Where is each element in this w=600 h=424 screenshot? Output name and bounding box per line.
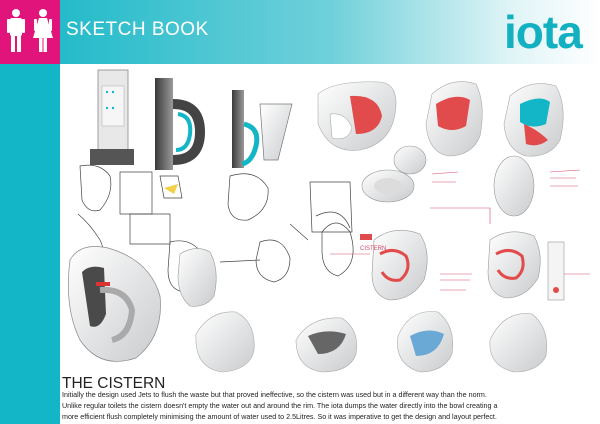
cistern-box-render (90, 70, 134, 165)
yellow-highlight (164, 184, 178, 194)
section-render-teal (504, 84, 563, 157)
bottom-render-4 (490, 314, 547, 372)
cistern-label: CISTERN (360, 246, 387, 252)
section-render-red-1 (318, 82, 396, 151)
large-cutaway-render (68, 247, 160, 362)
section-heading: THE CISTERN (62, 375, 166, 392)
bottom-render-3 (397, 312, 452, 373)
body-line: Initially the design used Jets to flush the waste but that proved ineffective, so the cistern was used but in a different way than the norm. (62, 391, 487, 399)
bottom-render-2 (296, 318, 357, 372)
trap-section-dark-2 (232, 90, 292, 168)
trap-section-dark-1 (155, 78, 200, 170)
small-side-render (178, 248, 216, 306)
female-figure-icon (0, 0, 60, 64)
section-render-red-2 (426, 82, 482, 156)
restroom-icon-box (0, 0, 60, 64)
section-body (62, 390, 598, 423)
brand-logo: iota (504, 6, 582, 58)
toilet-seat-render (362, 146, 426, 202)
sketch-collage (60, 64, 600, 374)
side-accent-stripe (0, 64, 60, 424)
bottom-render-1 (196, 312, 254, 372)
bowl-render-right (494, 156, 534, 216)
cistern-section-render-2 (488, 232, 564, 300)
cistern-section-render-1 (360, 230, 427, 300)
body-line: Unlike regular toilets the cistern doesn't empty the water out and around the rim. The iota dumps the water directly into the bowl creating a (62, 402, 498, 410)
body-line: more efficient flush completely minimising the amount of water used to 2.5Litres. So it was imperative to get the design and layout perfect. (62, 413, 497, 421)
page-title: SKETCH BOOK (66, 19, 209, 40)
